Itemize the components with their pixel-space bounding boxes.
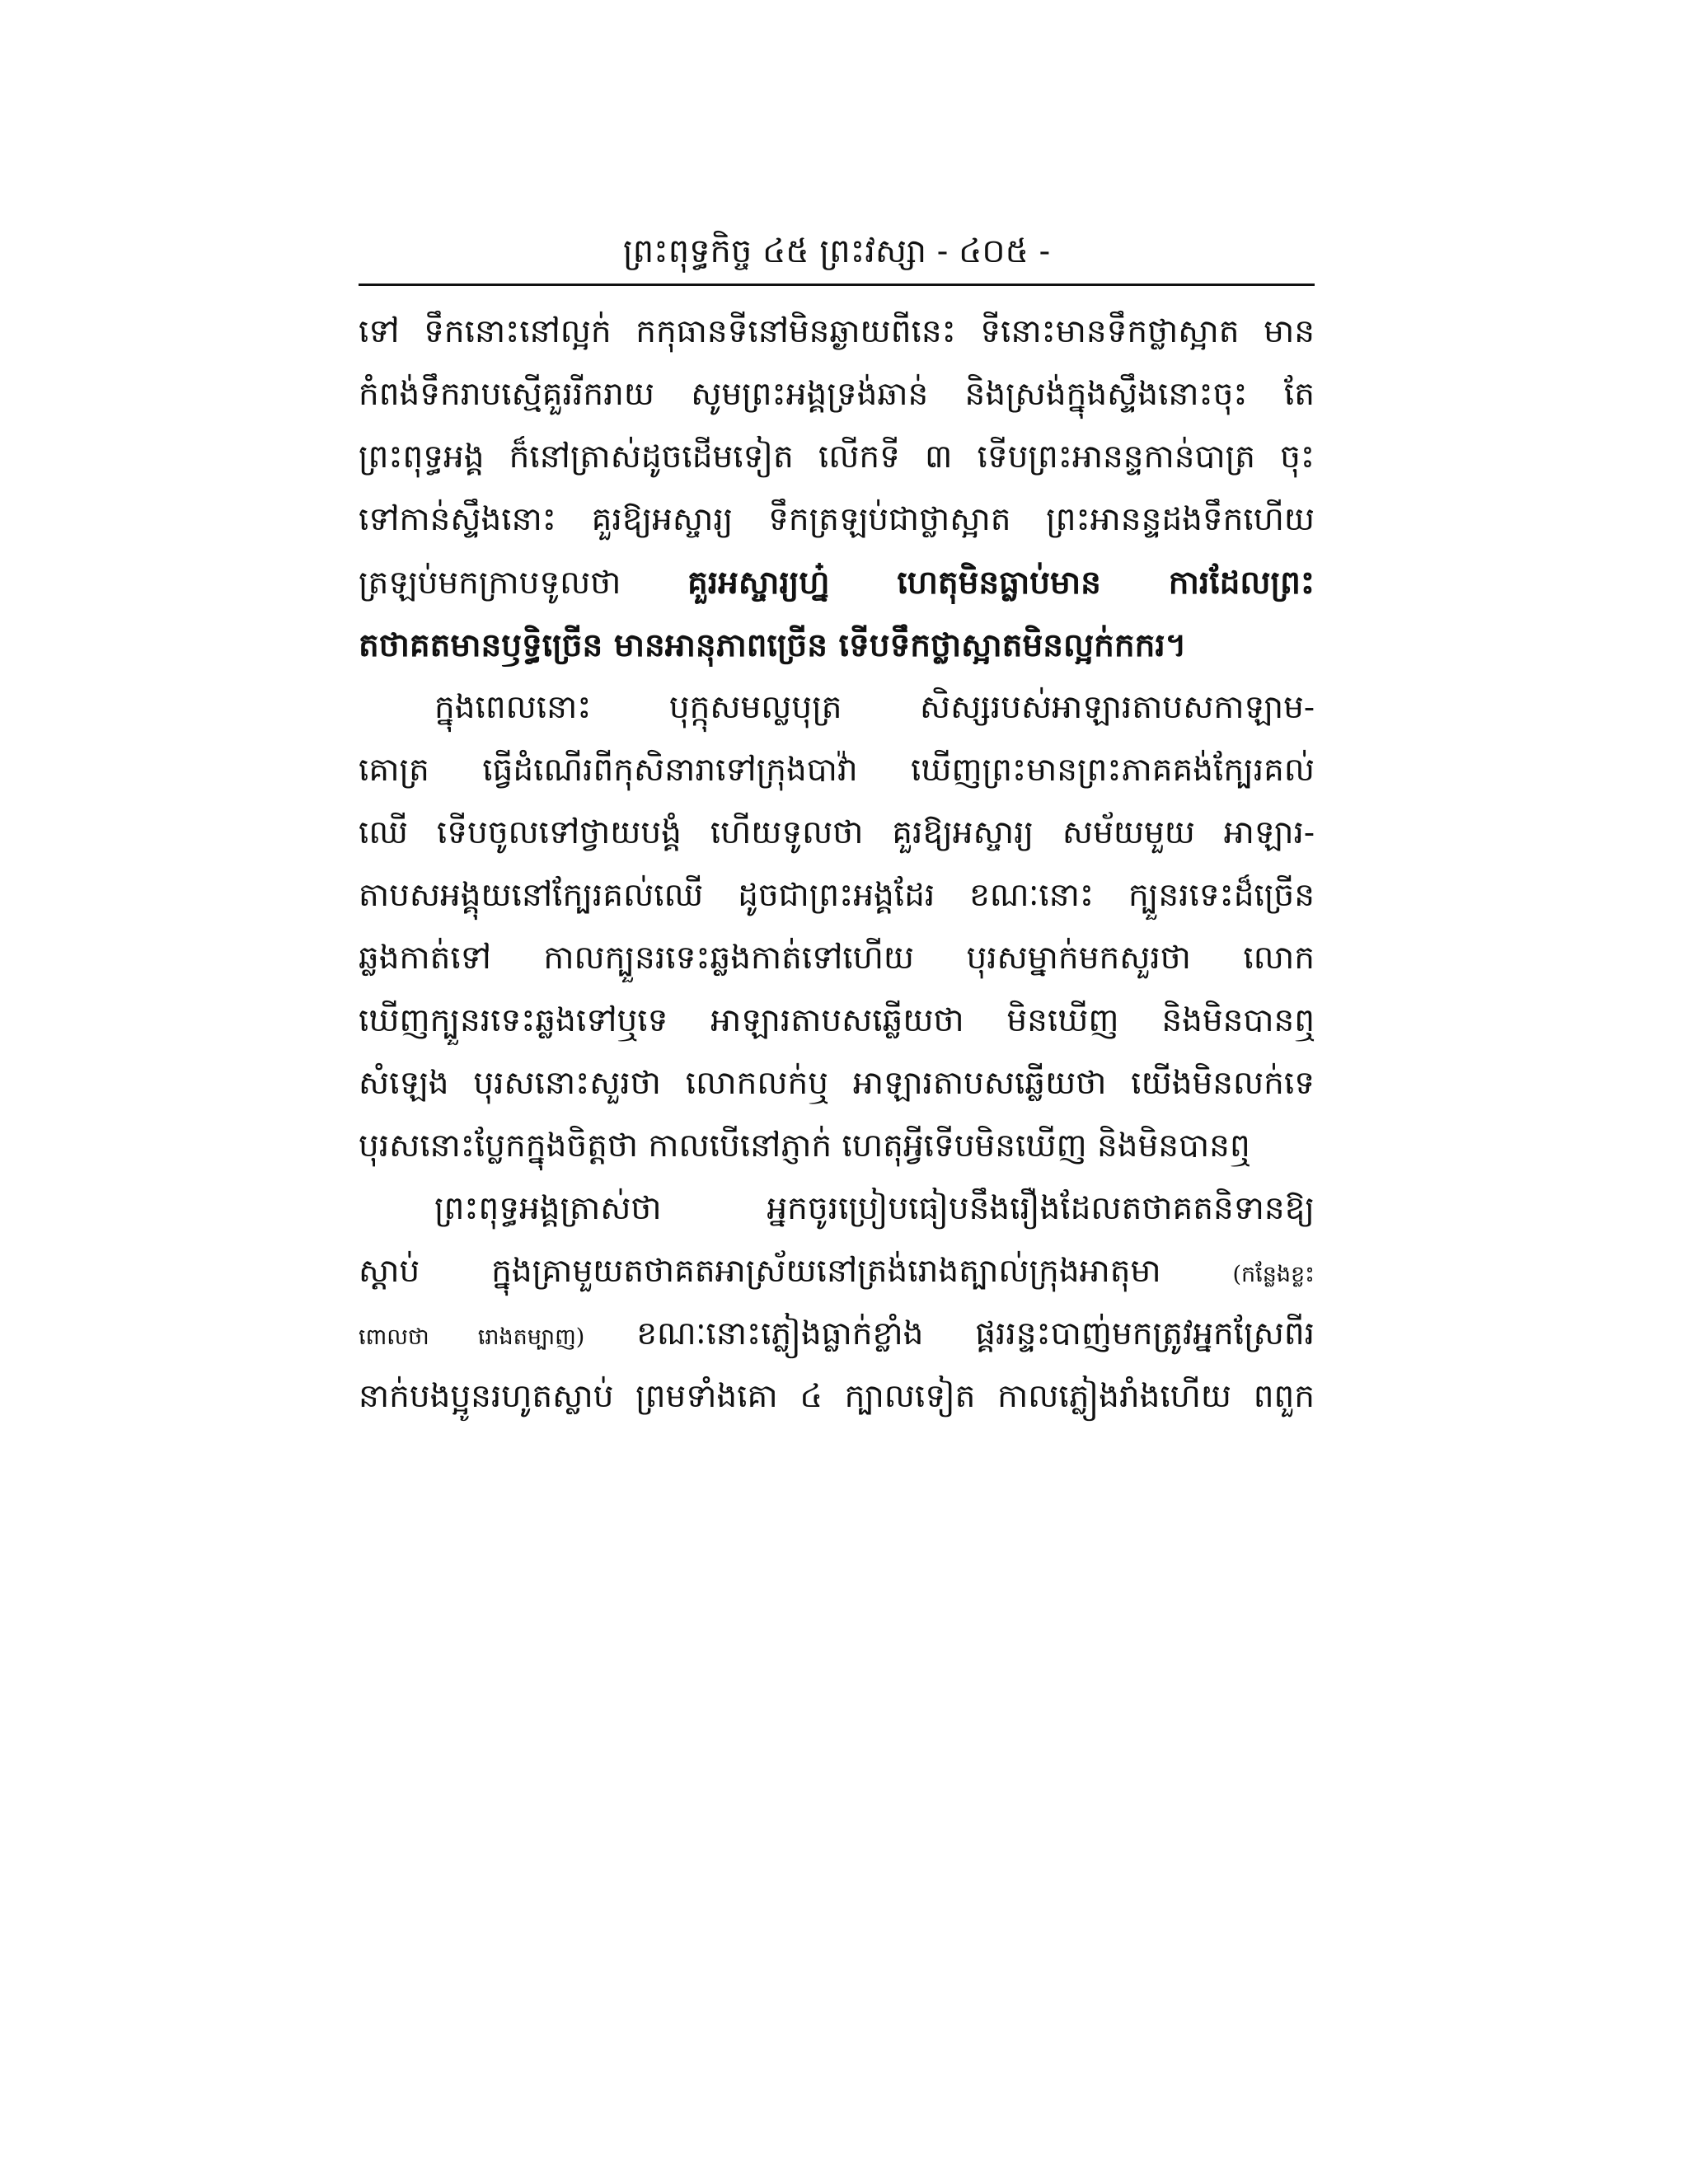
header-rule [359, 284, 1315, 286]
paragraph-line: ព្រះពុទ្ធអង្គ ក៏នៅត្រាស់ដូចដើមទៀត លើកទី ៣ ទើបព្រះអានន្ទកាន់បាត្រ ចុះ [359, 438, 1315, 476]
paragraph-line: ឆ្លងកាត់ទៅ កាលក្បួនរទេះឆ្លងកាត់ទៅហើយ បុរសម្នាក់មកសួរថា លោក [359, 940, 1315, 977]
paragraph-line [359, 551, 1315, 614]
paragraph-line: បុរសនោះប្លែកក្នុងចិត្តថា កាលបើនៅភ្ញាក់ ហេតុអ្វីទើបមិនឃើញ និងមិនបានឮ [359, 1127, 1250, 1165]
paragraph-line [359, 1240, 1315, 1303]
paragraph-line: ទៅ ទឹកនោះនៅល្អក់ កកុធានទីនៅមិនឆ្ងាយពីនេះ ទីនោះមានទឹកថ្លាស្អាត មាន [359, 313, 1315, 350]
book-title: ព្រះពុទ្ធកិច្ច ៤៥ ព្រះវស្សា [622, 232, 927, 270]
page-number: - ៤០៥ - [936, 232, 1051, 270]
line-plain-text: ត្រឡប់មកក្រាបទូលថា [359, 565, 688, 602]
parenthetical-note: (កន្លែងខ្លះ [1232, 1262, 1315, 1287]
line-main-text: ស្តាប់ ក្នុងគ្រាមួយតថាគតអាស្រ័យនៅត្រង់រោងត្បាល់ក្រុងអាតុមា [359, 1253, 1233, 1290]
body-text [359, 301, 1315, 1428]
paragraph-line: សំឡេង បុរសនោះសួរថា លោកលក់ឬ អាឡារតាបសឆ្លើយថា យើងមិនលក់ទេ [359, 1065, 1315, 1102]
paragraph-line: ឃើញក្បួនរទេះឆ្លងទៅឬទេ អាឡារតាបសឆ្លើយថា មិនឃើញ និងមិនបានឮ [359, 1002, 1315, 1039]
paragraph-first-line: ព្រះពុទ្ធអង្គត្រាស់ថា អ្នកចូរប្រៀបធៀបនឹងរឿងដែលតថាគតនិទានឱ្យ [434, 1190, 1315, 1227]
paragraph-line-bold: តថាគតមានឫទ្ធិច្រើន មានអានុភាពច្រើន ទើបទឹកថ្លាស្អាតមិនល្អក់កករ។ [359, 626, 1187, 664]
paragraph-line: ឈើ ទើបចូលទៅថ្វាយបង្គំ ហើយទូលថា គួរឱ្យអស្ចារ្យ សម័យមួយ អាឡារ- [359, 814, 1315, 851]
paragraph-line: កំពង់ទឹករាបស្មើគួររីករាយ សូមព្រះអង្គទ្រង់ឆាន់ និងស្រង់ក្នុងស្ទឹងនោះចុះ តែ [359, 376, 1315, 413]
line-bold-text: គួរអស្ចារ្យហ្ន៎ ហេតុមិនធ្លាប់មាន ការដែលព្រះ [687, 564, 1315, 602]
paragraph-line: តាបសអង្គុយនៅក្បែរគល់ឈើ ដូចជាព្រះអង្គដែរ ខណៈនោះ ក្បួនរទេះដ៏ច្រើន [359, 877, 1315, 914]
parenthetical-note: ពោលថា រោងតម្បាញ) [359, 1324, 585, 1350]
paragraph-line [359, 1303, 1315, 1366]
paragraph-line: នាក់បងប្អូនរហូតស្លាប់ ព្រមទាំងគោ ៤ ក្បាលទៀត កាលភ្លៀងរាំងហើយ ពពួក [359, 1378, 1315, 1415]
paragraph-first-line: ក្នុងពេលនោះ បុក្កុសមល្លបុត្រ សិស្សរបស់អាឡារតាបសកាឡាម- [434, 689, 1315, 726]
paragraph-line: ទៅកាន់ស្ទឹងនោះ គួរឱ្យអស្ចារ្យ ទឹកត្រឡប់ជាថ្លាស្អាត ព្រះអានន្ទដងទឹកហើយ [359, 501, 1315, 538]
paragraph-line: គោត្រ ធ្វើដំណើរពីកុសិនារាទៅក្រុងបាវ៉ា ឃើញព្រះមានព្រះភាគគង់ក្បែរគល់ [359, 752, 1315, 789]
line-main-text: ខណៈនោះភ្លៀងធ្លាក់ខ្លាំង ផ្គររន្ទះបាញ់មកត្រូវអ្នកស្រែពីរ [584, 1315, 1315, 1352]
running-header [359, 223, 1315, 280]
